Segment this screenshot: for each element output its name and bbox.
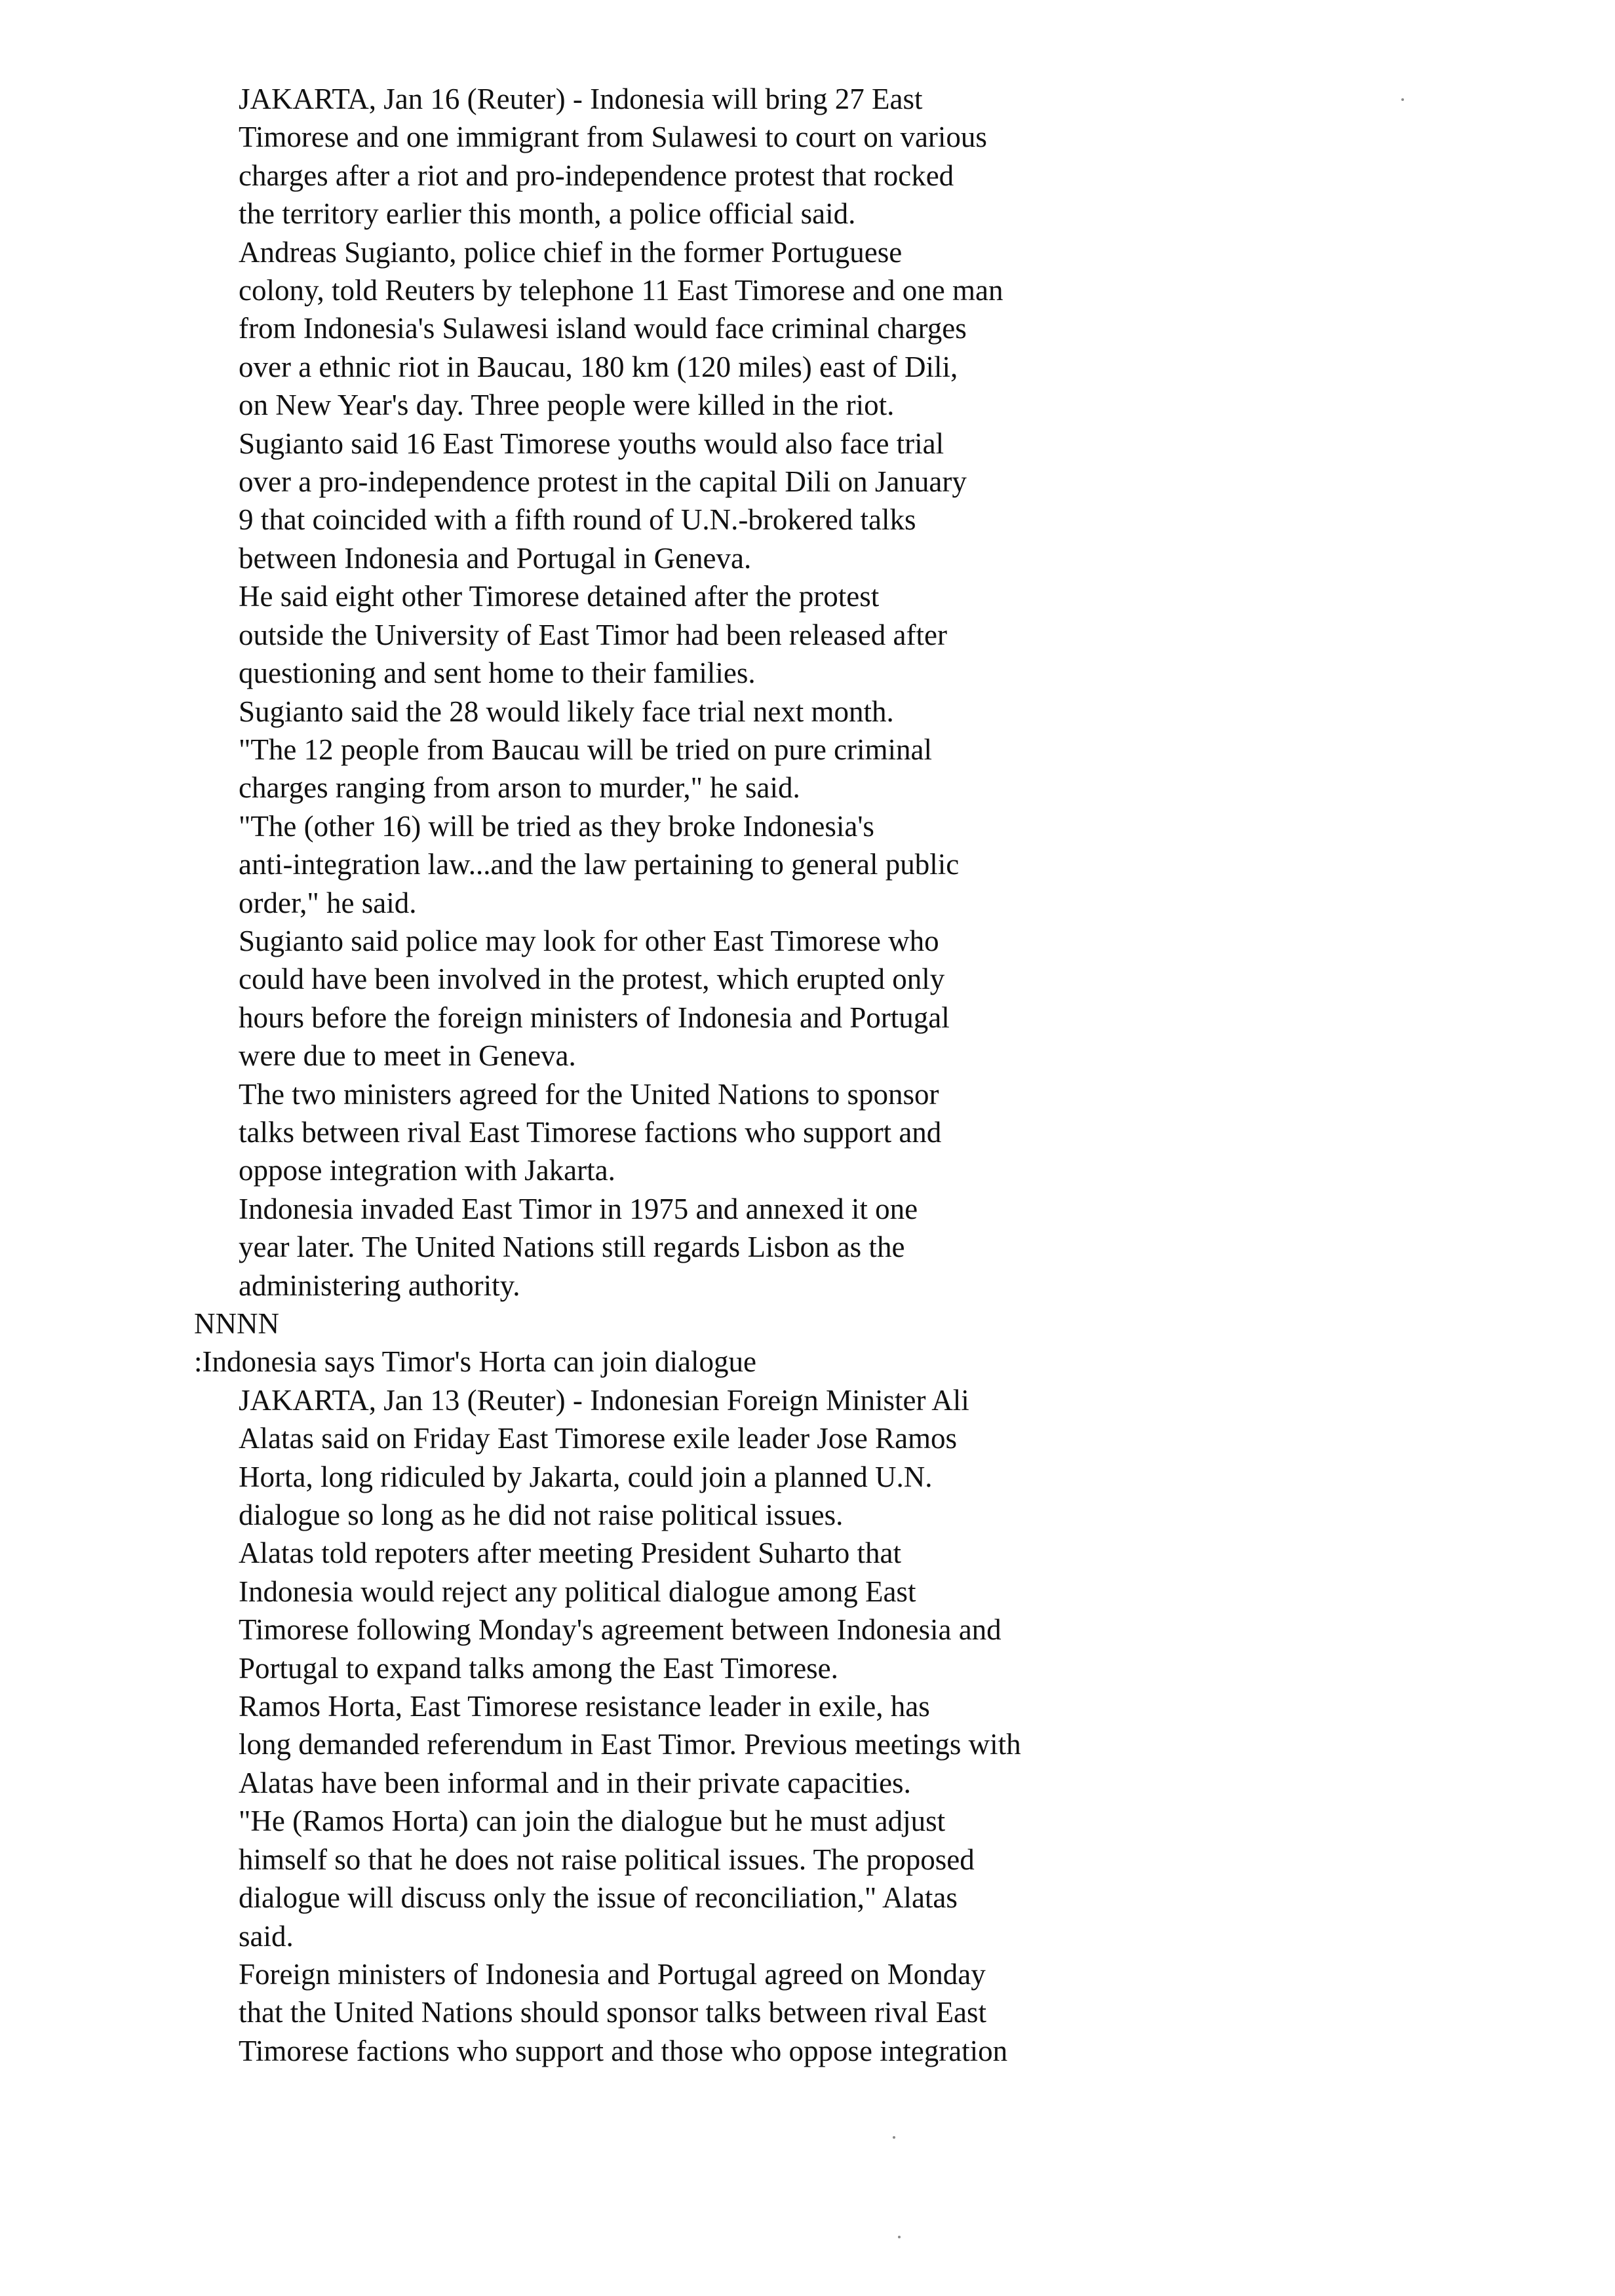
news-article-text	[194, 80, 1151, 2070]
text-line: "He (Ramos Horta) can join the dialogue but he must adjust	[239, 1805, 946, 1838]
text-line: Alatas said on Friday East Timorese exile leader Jose Ramos	[239, 1422, 958, 1455]
text-line: dialogue so long as he did not raise political issues.	[239, 1499, 844, 1532]
text-line: The two ministers agreed for the United Nations to sponsor	[239, 1077, 939, 1111]
paragraph	[194, 425, 1151, 578]
text-line: long demanded referendum in East Timor. Previous meetings with	[239, 1728, 1021, 1761]
paragraph	[194, 807, 1151, 922]
text-line: hours before the foreign ministers of Indonesia and Portugal	[239, 1001, 950, 1034]
paragraph	[194, 1190, 1151, 1305]
text-line: Sugianto said the 28 would likely face trial next month.	[239, 695, 894, 728]
paragraph	[194, 1955, 1151, 2070]
paragraph	[194, 1381, 1151, 1535]
text-line: Alatas have been informal and in their private capacities.	[239, 1766, 911, 1799]
text-line: anti-integration law...and the law pertaining to general public	[239, 848, 960, 881]
text-line: year later. The United Nations still regards Lisbon as the	[239, 1231, 905, 1264]
text-line: Horta, long ridiculed by Jakarta, could join a planned U.N.	[239, 1460, 933, 1493]
text-line: Timorese and one immigrant from Sulawesi to court on various	[239, 121, 987, 154]
text-line: colony, told Reuters by telephone 11 East Timorese and one man	[239, 274, 1003, 307]
text-line: Ramos Horta, East Timorese resistance leader in exile, has	[239, 1690, 930, 1723]
paragraph	[194, 1343, 1151, 1381]
paragraph	[194, 1687, 1151, 1802]
text-line: NNNN	[194, 1307, 279, 1340]
text-line: dialogue will discuss only the issue of reconciliation," Alatas	[239, 1881, 958, 1915]
text-line: administering authority.	[239, 1269, 520, 1302]
scan-speck	[893, 2136, 895, 2139]
text-line: Sugianto said 16 East Timorese youths would also face trial	[239, 427, 944, 460]
text-line: the territory earlier this month, a police official said.	[239, 197, 856, 231]
paragraph	[194, 233, 1151, 425]
paragraph	[194, 577, 1151, 692]
paragraph	[194, 1305, 1151, 1343]
text-line: :Indonesia says Timor's Horta can join dialogue	[194, 1345, 757, 1379]
text-line: 9 that coincided with a fifth round of U.N.-brokered talks	[239, 503, 916, 537]
text-line: Indonesia invaded East Timor in 1975 and annexed it one	[239, 1192, 918, 1225]
paragraph	[194, 922, 1151, 1075]
text-line: oppose integration with Jakarta.	[239, 1154, 615, 1187]
text-line: charges ranging from arson to murder," he said.	[239, 771, 800, 805]
text-line: questioning and sent home to their families.	[239, 657, 756, 690]
text-line: order," he said.	[239, 886, 417, 919]
text-line: were due to meet in Geneva.	[239, 1039, 576, 1073]
text-line: from Indonesia's Sulawesi island would face criminal charges	[239, 312, 967, 345]
text-line: Andreas Sugianto, police chief in the former Portuguese	[239, 235, 903, 269]
text-line: Timorese following Monday's agreement between Indonesia and	[239, 1613, 1002, 1647]
text-line: Portugal to expand talks among the East Timorese.	[239, 1651, 838, 1685]
paragraph	[194, 80, 1151, 233]
scan-speck	[898, 2236, 901, 2238]
text-line: talks between rival East Timorese factions who support and	[239, 1115, 942, 1149]
paragraph	[194, 1802, 1151, 1955]
text-line: "The 12 people from Baucau will be tried on pure criminal	[239, 733, 933, 766]
text-line: He said eight other Timorese detained after the protest	[239, 580, 880, 613]
text-line: himself so that he does not raise political issues. The proposed	[239, 1843, 975, 1876]
text-line: JAKARTA, Jan 13 (Reuter) - Indonesian Foreign Minister Ali	[239, 1383, 969, 1417]
paragraph	[194, 693, 1151, 731]
text-line: over a ethnic riot in Baucau, 180 km (120 miles) east of Dili,	[239, 350, 958, 383]
text-line: Timorese factions who support and those who oppose integration	[239, 2034, 1008, 2067]
paragraph	[194, 1075, 1151, 1190]
text-line: outside the University of East Timor had been released after	[239, 618, 947, 651]
text-line: could have been involved in the protest, which erupted only	[239, 963, 945, 996]
text-line: Alatas told repoters after meeting President Suharto that	[239, 1537, 901, 1570]
text-line: over a pro-independence protest in the capital Dili on January	[239, 465, 967, 499]
text-line: Foreign ministers of Indonesia and Portugal agreed on Monday	[239, 1957, 986, 1991]
text-line: on New Year's day. Three people were killed in the riot.	[239, 389, 895, 422]
text-line: said.	[239, 1919, 294, 1953]
text-line: charges after a riot and pro-independence protest that rocked	[239, 159, 954, 192]
text-line: Sugianto said police may look for other East Timorese who	[239, 924, 939, 957]
text-line: "The (other 16) will be tried as they broke Indonesia's	[239, 809, 874, 843]
text-line: Indonesia would reject any political dialogue among East	[239, 1575, 916, 1608]
paragraph	[194, 1534, 1151, 1687]
scan-speck	[1401, 98, 1404, 101]
text-line: JAKARTA, Jan 16 (Reuter) - Indonesia will bring 27 East	[239, 83, 923, 115]
paragraph	[194, 731, 1151, 807]
text-line: between Indonesia and Portugal in Geneva.	[239, 541, 752, 575]
text-line: that the United Nations should sponsor talks between rival East	[239, 1996, 987, 2029]
